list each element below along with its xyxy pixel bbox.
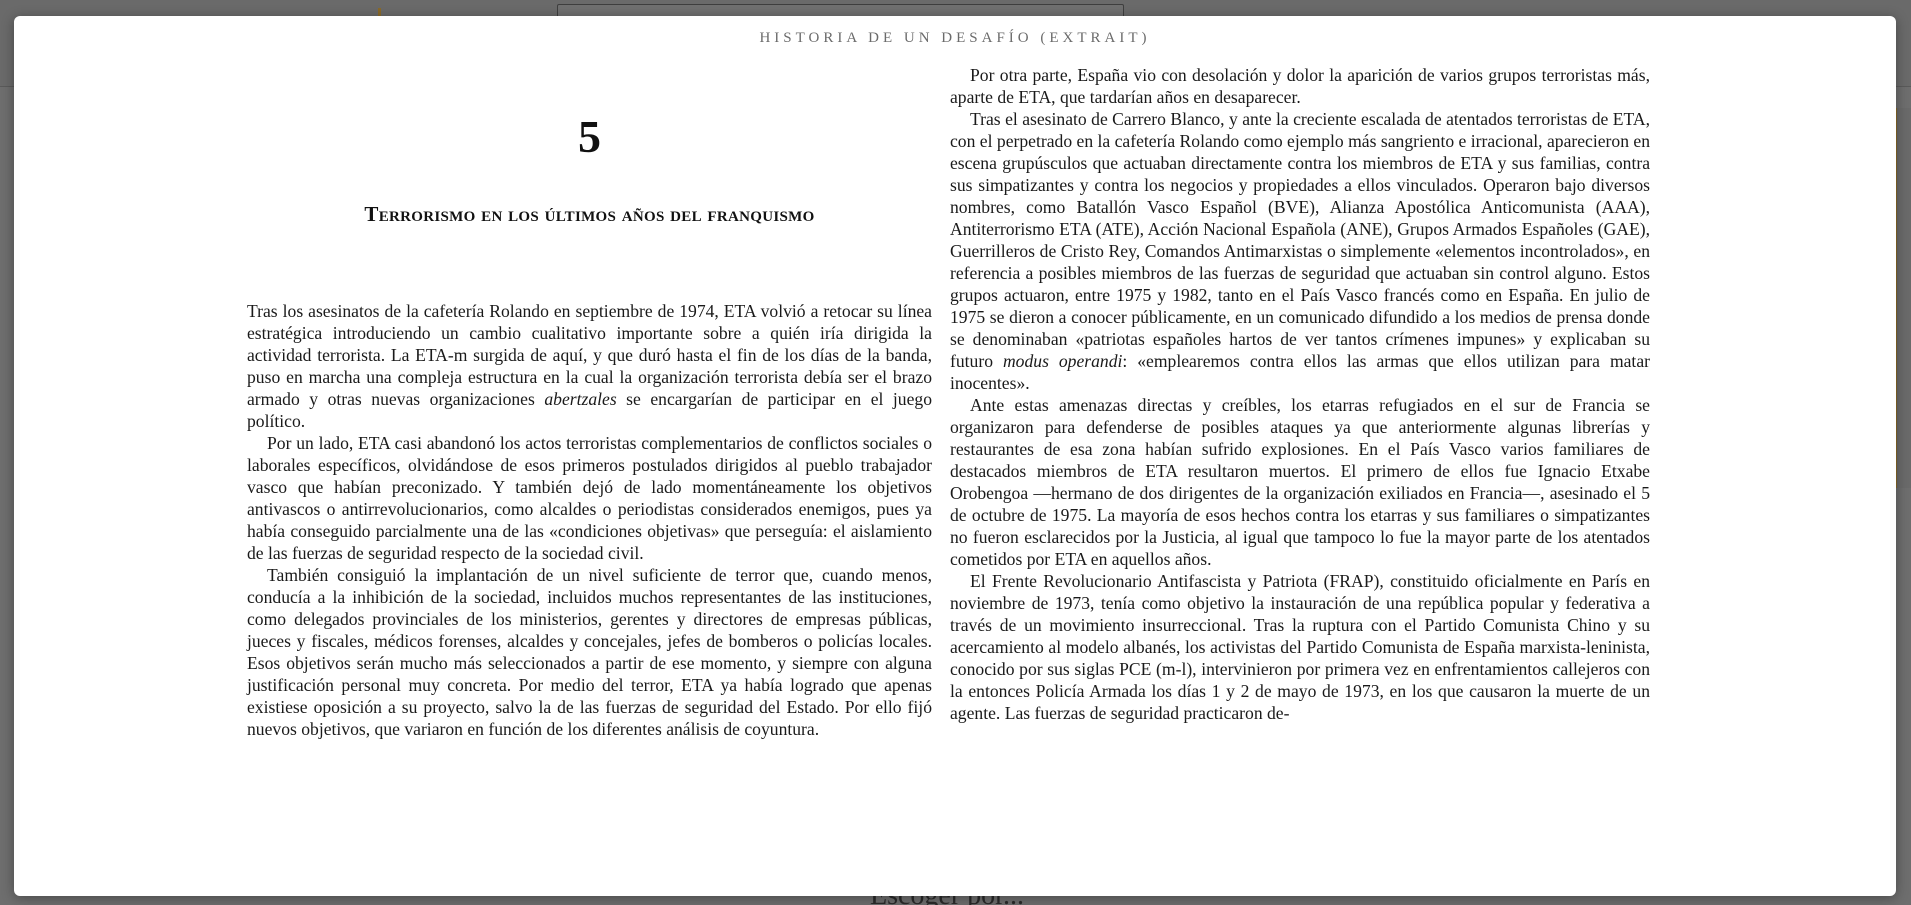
italic-term: modus operandi	[1002, 351, 1123, 371]
text-run: Ante estas amenazas directas y creíbles, los etarras refugiados en el sur de Francia se organizaron para defenderse de posibles ataques ya que anteriormente algunas librerías y restaurantes de esa zona habían sufrido explosiones. En el País Vasco varios familiares de destacados miembros de ETA resultaron muertos. El primero de ellos fue Ignacio Etxabe Orobengoa —hermano de dos dirigentes de la organización exiliados en Francia—, asesinado el 5 de octubre de 1975. La mayoría de esos hechos contra los etarras y sus familiares o simpatizantes no fueron esclarecidos por la Justicia, al igual que tampoco lo fue la mayor parte de los atentados cometidos por ETA en aquellos años.	[950, 395, 1650, 569]
paragraph	[950, 570, 1650, 724]
chapter-number: 5	[578, 111, 601, 162]
paragraph	[950, 394, 1650, 570]
left-page-text	[247, 300, 932, 740]
paragraph	[247, 300, 932, 432]
background-side-panel	[1895, 108, 1911, 488]
text-run: : «emplearemos contra ellos las armas que ellos utilizan para matar inocentes».	[950, 351, 1650, 393]
text-run: Por un lado, ETA casi abandonó los actos terroristas complementarios de conflictos sociales o laborales específicos, olvidándose de esos primeros postulados dirigidos al pueblo trabajador vasco que habían preconizado. Y también dejó de lado momentáneamente los objetivos antivascos o antirrevolucionarios, como alcaldes o periodistas considerados enemigos, pues ya había conseguido parcialmente una de las «condiciones objetivas» que perseguía: el aislamiento de las fuerzas de seguridad respecto de la sociedad civil.	[247, 433, 932, 563]
text-run: se encargarían de participar en el juego político.	[247, 389, 932, 431]
paragraph	[950, 64, 1650, 108]
right-page-text	[950, 64, 1650, 724]
chapter-title: Terrorismo en los últimos años del franquismo	[364, 202, 815, 226]
modal-title: HISTORIA DE UN DESAFÍO (EXTRAIT)	[759, 30, 1151, 46]
paragraph	[247, 432, 932, 564]
text-run: Tras el asesinato de Carrero Blanco, y ante la creciente escalada de atentados terroristas de ETA, con el perpetrado en la cafetería Rolando como ejemplo más sangriento e irracional, aparecieron en escena grupúsculos que actuaban directamente contra los miembros de ETA y sus familias, contra sus simpatizantes y contra los negocios y propiedades a ellos vinculados. Operaron bajo diversos nombres, como Batallón Vasco Español (BVE), Alianza Apostólica Anticomunista (AAA), Antiterrorismo ETA (ATE), Acción Nacional Española (ANE), Grupos Armados Españoles (GAE), Guerrilleros de Cristo Rey, Comandos Antimarxistas o simplemente «elementos incontrolados», en referencia a posibles miembros de las fuerzas de seguridad que actuaban sin control alguno. Estos grupos actuaron, entre 1975 y 1982, tanto en el País Vasco francés como en España. En julio de 1975 se dieron a conocer públicamente, en un comunicado difundido a los medios de prensa donde se denominaban «patriotas españoles hartos de ver tantos crímenes impunes» y explicaban su futuro	[950, 109, 1651, 371]
paragraph	[950, 108, 1650, 394]
text-run: Tras los asesinatos de la cafetería Rolando en septiembre de 1974, ETA volvió a retocar su línea estratégica introduciendo un cambio cualitativo importante sobre a quién iría dirigida la actividad terrorista. La ETA-m surgida de aquí, y que duró hasta el fin de los días de la banda, puso en marcha una compleja estructura en la cual la organización terrorista debía ser el brazo armado y otras nuevas organizaciones	[247, 301, 932, 409]
text-run: El Frente Revolucionario Antifascista y Patriota (FRAP), constituido oficialmente en París en noviembre de 1973, tenía como objetivo la instauración de una república popular y federativa a través de un movimiento insurreccional. Tras la ruptura con el Partido Comunista Chino y su acercamiento al modelo albanés, los activistas del Partido Comunista de España marxista-leninista, conocido por sus siglas PCE (m-l), intervinieron por primera vez en enfrentamientos callejeros con la entonces Policía Armada los días 1 y 2 de mayo de 1973, en los que causaron la muerte de un agente. Las fuerzas de seguridad practicaron de-	[950, 571, 1650, 723]
paragraph	[247, 564, 932, 740]
text-run: Por otra parte, España vio con desolación y dolor la aparición de varios grupos terroristas más, aparte de ETA, que tardarían años en desaparecer.	[950, 65, 1650, 107]
text-run: También consiguió la implantación de un nivel suficiente de terror que, cuando menos, conducía a la inhibición de la sociedad, incluidos muchos representantes de las instituciones, como delegados provinciales de los ministerios, gerentes y directores de empresas públicas, jueces y fiscales, médicos forenses, alcaldes y concejales, jefes de bomberos o policías locales. Esos objetivos serán mucho más seleccionados a partir de ese momento, y siempre con alguna justificación personal muy concreta. Por medio del terror, ETA ya había logrado que apenas existiese oposición a su proyecto, salvo la de las fuerzas de seguridad del Estado. Por ello fijó nuevos objetivos, que variaron en función de los diferentes análisis de coyuntura.	[247, 565, 932, 739]
italic-term: abertzales	[544, 389, 617, 409]
